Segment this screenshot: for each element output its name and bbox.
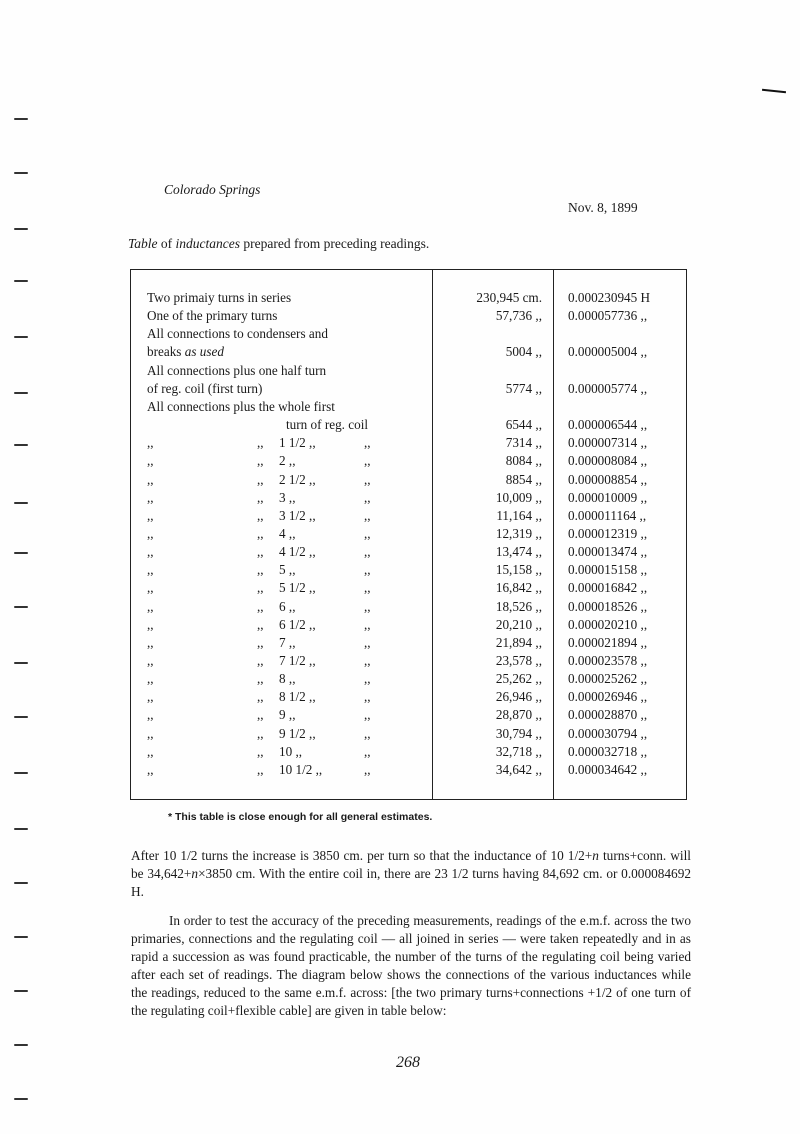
location-header: Colorado Springs — [164, 182, 261, 197]
turns-value: 10 ,, — [279, 743, 303, 759]
ditto-mark: ,, — [147, 507, 154, 523]
ditto-mark: ,, — [364, 489, 371, 505]
margin-mark — [14, 392, 28, 394]
ditto-mark: ,, — [364, 471, 371, 487]
ditto-mark: ,, — [257, 743, 264, 759]
inductance-cm: 5004 ,, — [505, 344, 542, 360]
ditto-mark: ,, — [257, 562, 264, 578]
inductance-henry: 0.000025262 ,, — [568, 671, 648, 687]
ditto-mark: ,, — [364, 525, 371, 541]
ditto-mark: ,, — [257, 725, 264, 741]
margin-mark — [14, 828, 28, 830]
turns-value: 3 1/2 ,, — [279, 507, 316, 523]
ditto-mark: ,, — [147, 525, 154, 541]
turns-value: 2 ,, — [279, 453, 296, 469]
inductance-henry: 0.000021894 ,, — [568, 634, 648, 650]
inductance-henry: 0.000028870 ,, — [568, 707, 648, 723]
ditto-mark: ,, — [147, 707, 154, 723]
ditto-mark: ,, — [257, 525, 264, 541]
inductance-cm: 8084 ,, — [505, 453, 542, 469]
turns-value: 5 ,, — [279, 562, 296, 578]
ditto-mark: ,, — [147, 562, 154, 578]
inductance-henry: 0.000007314 ,, — [568, 435, 648, 451]
turns-value: 10 1/2 ,, — [279, 761, 323, 777]
inductance-cm: 21,894 ,, — [495, 634, 542, 650]
ditto-mark: ,, — [364, 580, 371, 596]
turns-value: 9 1/2 ,, — [279, 725, 316, 741]
inductance-cm: 28,870 ,, — [495, 707, 542, 723]
ditto-mark: ,, — [147, 761, 154, 777]
turns-value: 4 1/2 ,, — [279, 544, 316, 560]
inductance-cm: 30,794 ,, — [495, 725, 542, 741]
turns-value: 3 ,, — [279, 489, 296, 505]
margin-mark — [14, 280, 28, 282]
inductance-henry: 0.000230945 H — [568, 290, 651, 305]
turns-value: 7 1/2 ,, — [279, 653, 316, 668]
inductance-henry: 0.000006544 ,, — [568, 417, 648, 433]
inductance-henry: 0.000016842 ,, — [568, 580, 648, 596]
row-description: All connections plus the whole first — [147, 398, 335, 414]
inductance-henry: 0.000008854 ,, — [568, 471, 648, 487]
margin-mark — [14, 228, 28, 230]
inductance-cm: 32,718 ,, — [495, 743, 542, 759]
inductance-cm: 57,736 ,, — [495, 308, 542, 324]
ditto-mark: ,, — [147, 598, 154, 614]
margin-mark — [14, 172, 28, 174]
ditto-mark: ,, — [257, 580, 264, 596]
turns-value: 5 1/2 ,, — [279, 580, 316, 596]
row-description: of reg. coil (first turn) — [147, 380, 263, 396]
inductance-henry: 0.000005774 ,, — [568, 380, 648, 396]
ditto-mark: ,, — [364, 725, 371, 741]
inductance-cm: 13,474 ,, — [495, 544, 542, 560]
margin-mark — [14, 1098, 28, 1100]
ditto-mark: ,, — [257, 634, 264, 650]
ditto-mark: ,, — [147, 544, 154, 560]
margin-mark — [14, 606, 28, 608]
inductance-henry: 0.000032718 ,, — [568, 743, 648, 759]
row-description: turn of reg. coil — [286, 417, 369, 433]
inductance-henry: 0.000010009 ,, — [568, 489, 648, 505]
ditto-mark: ,, — [257, 598, 264, 614]
inductance-cm: 34,642 ,, — [495, 761, 542, 777]
ditto-mark: ,, — [257, 489, 264, 505]
ditto-mark: ,, — [257, 544, 264, 560]
margin-mark — [14, 936, 28, 938]
row-description: All connections plus one half turn — [147, 362, 327, 378]
ditto-mark: ,, — [257, 671, 264, 687]
inductance-henry: 0.000034642 ,, — [568, 761, 648, 777]
column-divider — [553, 270, 554, 799]
date-header: Nov. 8, 1899 — [568, 200, 638, 215]
ditto-mark: ,, — [364, 435, 371, 451]
ditto-mark: ,, — [147, 471, 154, 487]
margin-mark — [14, 1044, 28, 1046]
turns-value: 8 1/2 ,, — [279, 689, 316, 705]
ditto-mark: ,, — [147, 689, 154, 705]
ditto-mark: ,, — [364, 544, 371, 560]
ditto-mark: ,, — [364, 634, 371, 650]
ditto-mark: ,, — [147, 671, 154, 687]
inductance-henry: 0.000023578 ,, — [568, 653, 648, 668]
ditto-mark: ,, — [147, 634, 154, 650]
ditto-mark: ,, — [364, 761, 371, 777]
inductance-cm: 230,945 cm. — [476, 290, 542, 305]
margin-mark — [14, 662, 28, 664]
inductance-cm: 8854 ,, — [505, 471, 542, 487]
row-description: One of the primary turns — [147, 308, 278, 324]
ditto-mark: ,, — [147, 725, 154, 741]
margin-mark — [14, 552, 28, 554]
ditto-mark: ,, — [257, 616, 264, 632]
inductance-cm: 26,946 ,, — [495, 689, 542, 705]
inductance-henry: 0.000013474 ,, — [568, 544, 648, 560]
inductance-henry: 0.000018526 ,, — [568, 598, 648, 614]
turns-value: 7 ,, — [279, 634, 296, 650]
ditto-mark: ,, — [257, 653, 264, 668]
ditto-mark: ,, — [364, 653, 371, 668]
inductance-henry: 0.000008084 ,, — [568, 453, 648, 469]
margin-mark — [14, 990, 28, 992]
ditto-mark: ,, — [257, 507, 264, 523]
ditto-mark: ,, — [364, 598, 371, 614]
turns-value: 1 1/2 ,, — [279, 435, 316, 451]
page-number: 268 — [396, 1054, 420, 1071]
row-description: breaks as used — [147, 344, 224, 360]
margin-mark — [14, 336, 28, 338]
margin-mark — [14, 716, 28, 718]
ditto-mark: ,, — [364, 507, 371, 523]
ditto-mark: ,, — [147, 743, 154, 759]
inductance-henry: 0.000026946 ,, — [568, 689, 648, 705]
inductance-cm: 11,164 ,, — [496, 507, 542, 523]
inductance-cm: 20,210 ,, — [495, 616, 542, 632]
margin-mark — [14, 444, 28, 446]
ditto-mark: ,, — [364, 707, 371, 723]
ditto-mark: ,, — [147, 616, 154, 632]
paragraph-accuracy: In order to test the accuracy of the preceding measurements, readings of the e.m.f. across the two primaries, connections and the regulating coil — all joined in series — were taken repeatedly and in as rapid a succession as was found practicable, the number of the turns of the regulating coil being varied after each set of readings. The diagram below shows the connections of the various inductances while the readings, reduced to the same e.m.f. across: [the two primary turns+connections +1/2 of one turn of the regulating coil+flexible cable] are given in table below: — [131, 913, 691, 1018]
margin-mark — [14, 118, 28, 120]
inductance-henry: 0.000020210 ,, — [568, 616, 648, 632]
turns-value: 4 ,, — [279, 525, 296, 541]
ditto-mark: ,, — [147, 435, 154, 451]
ditto-mark: ,, — [257, 453, 264, 469]
margin-mark — [14, 882, 28, 884]
inductance-henry: 0.000015158 ,, — [568, 562, 648, 578]
ditto-mark: ,, — [257, 707, 264, 723]
table-footnote: * This table is close enough for all general estimates. — [168, 811, 433, 823]
inductance-henry: 0.000012319 ,, — [568, 525, 648, 541]
ditto-mark: ,, — [364, 453, 371, 469]
turns-value: 6 1/2 ,, — [279, 616, 316, 632]
turns-value: 8 ,, — [279, 671, 296, 687]
scan-mark — [762, 89, 786, 93]
ditto-mark: ,, — [364, 743, 371, 759]
ditto-mark: ,, — [364, 671, 371, 687]
inductance-table — [130, 269, 687, 800]
row-description: Two primaiy turns in series — [147, 290, 292, 305]
inductance-cm: 23,578 ,, — [495, 653, 542, 668]
turns-value: 9 ,, — [279, 707, 296, 723]
inductance-henry: 0.000030794 ,, — [568, 725, 648, 741]
row-description: All connections to condensers and — [147, 326, 328, 342]
inductance-henry: 0.000011164 ,, — [568, 507, 647, 523]
ditto-mark: ,, — [147, 489, 154, 505]
turns-value: 2 1/2 ,, — [279, 471, 316, 487]
inductance-cm: 15,158 ,, — [495, 562, 542, 578]
inductance-cm: 6544 ,, — [505, 417, 542, 433]
inductance-henry: 0.000057736 ,, — [568, 308, 648, 324]
ditto-mark: ,, — [364, 616, 371, 632]
ditto-mark: ,, — [257, 471, 264, 487]
inductance-cm: 5774 ,, — [505, 380, 542, 396]
inductance-cm: 7314 ,, — [505, 435, 542, 451]
ditto-mark: ,, — [364, 562, 371, 578]
ditto-mark: ,, — [257, 761, 264, 777]
paragraph-increase: After 10 1/2 turns the increase is 3850 cm. per turn so that the inductance of 10 1/2+n turns+conn. will be 34,642+n×3850 cm. With the entire coil in, there are 23 1/2 turns having 84,692 cm. or 0.000084692 H. — [131, 848, 691, 899]
ditto-mark: ,, — [257, 689, 264, 705]
column-divider — [432, 270, 433, 799]
inductance-cm: 18,526 ,, — [495, 598, 542, 614]
ditto-mark: ,, — [364, 689, 371, 705]
ditto-mark: ,, — [147, 653, 154, 668]
inductance-henry: 0.000005004 ,, — [568, 344, 648, 360]
inductance-cm: 16,842 ,, — [495, 580, 542, 596]
ditto-mark: ,, — [147, 453, 154, 469]
ditto-mark: ,, — [257, 435, 264, 451]
ditto-mark: ,, — [147, 580, 154, 596]
inductance-cm: 25,262 ,, — [495, 671, 542, 687]
inductance-cm: 10,009 ,, — [495, 489, 542, 505]
table-caption: Table of inductances prepared from preceding readings. — [128, 236, 430, 251]
inductance-cm: 12,319 ,, — [495, 525, 542, 541]
margin-mark — [14, 502, 28, 504]
turns-value: 6 ,, — [279, 598, 296, 614]
margin-mark — [14, 772, 28, 774]
